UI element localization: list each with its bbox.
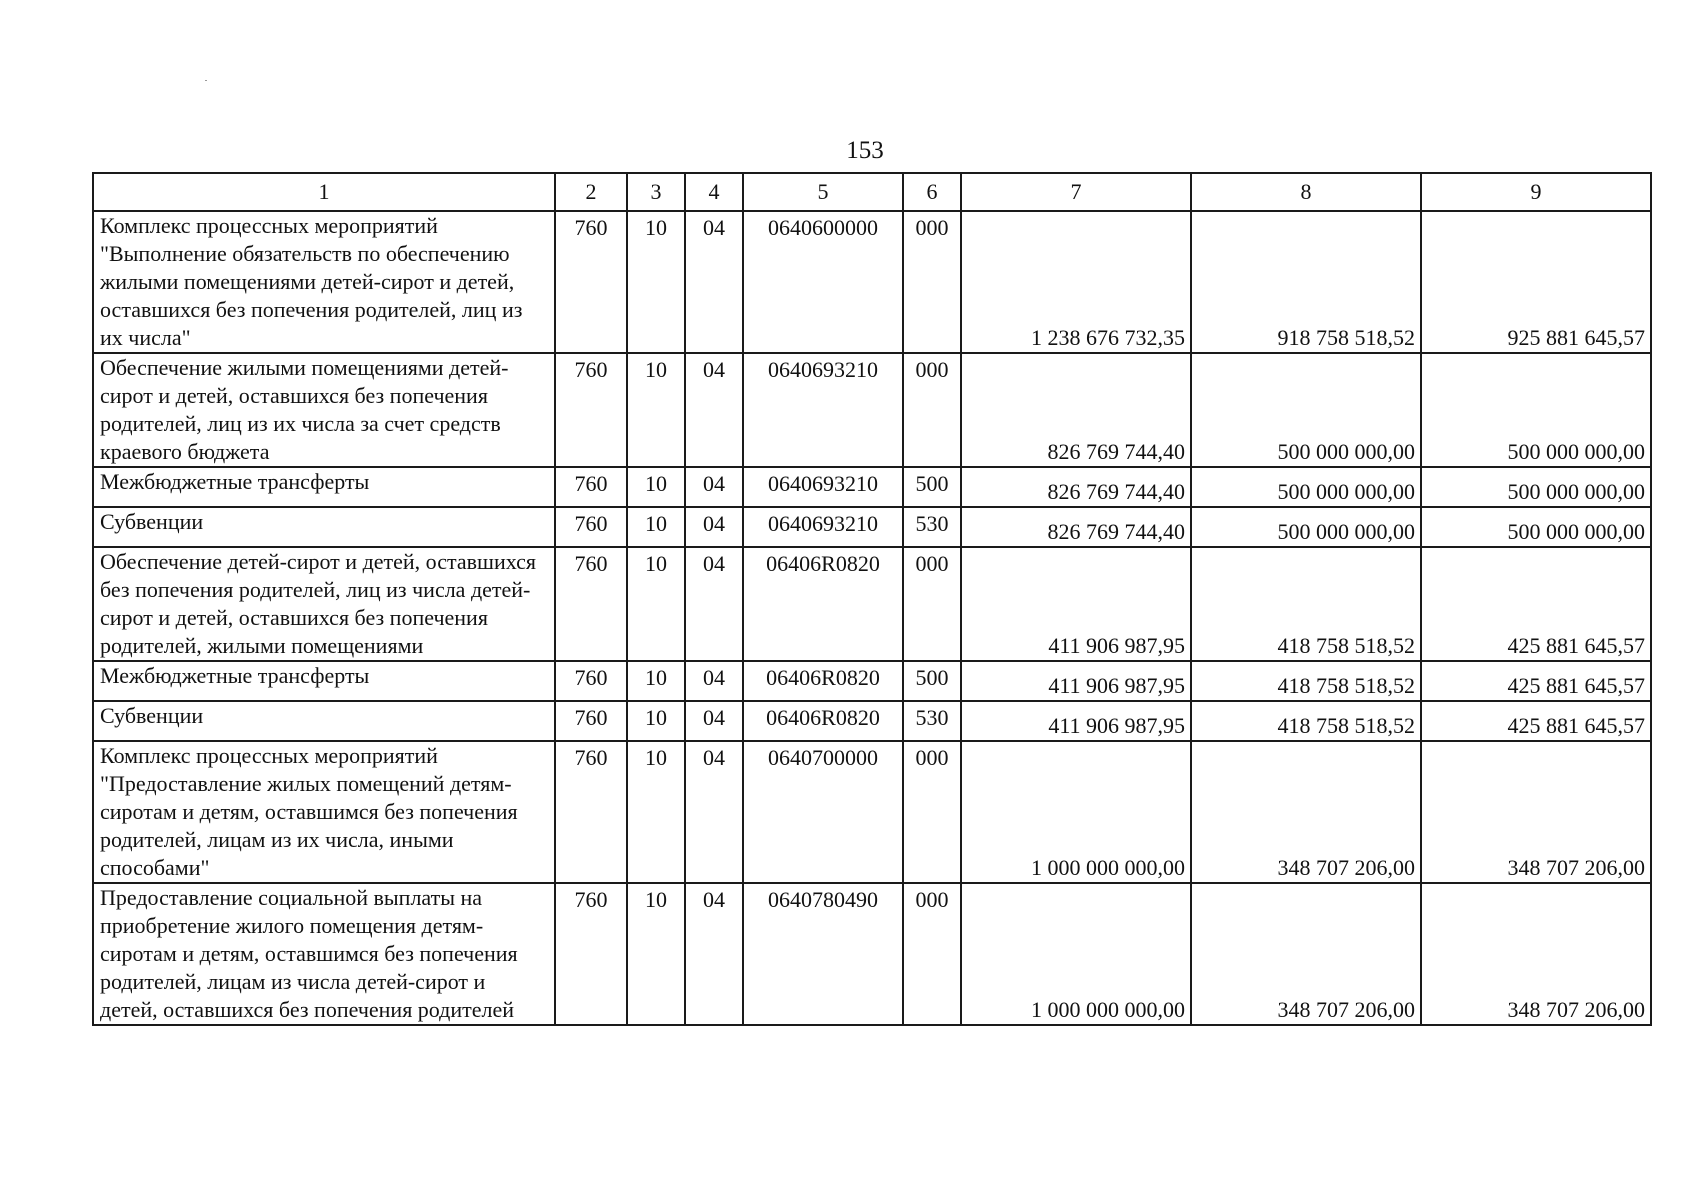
subsection-code: 04 [685,701,743,741]
subsection-code: 04 [685,883,743,1025]
section-code: 10 [627,661,685,701]
target-article-code: 0640693210 [743,467,903,507]
amount-column-7: 1 000 000 000,00 [961,741,1191,883]
target-article-code: 0640780490 [743,883,903,1025]
section-code: 10 [627,701,685,741]
amount-column-9: 500 000 000,00 [1421,507,1651,547]
ministry-code: 760 [555,741,627,883]
target-article-code: 0640693210 [743,353,903,467]
target-article-code: 0640693210 [743,507,903,547]
row-name: Межбюджетные трансферты [93,467,555,507]
subsection-code: 04 [685,661,743,701]
subsection-code: 04 [685,353,743,467]
ministry-code: 760 [555,507,627,547]
target-article-code: 0640600000 [743,211,903,353]
amount-column-7: 826 769 744,40 [961,507,1191,547]
ministry-code: 760 [555,353,627,467]
ministry-code: 760 [555,211,627,353]
row-name: Комплекс процессных мероприятий "Предоставление жилых помещений детям-сиротам и детям, оставшимся без попечения родителей, лицам из их числа, иными способами" [93,741,555,883]
target-article-code: 06406R0820 [743,701,903,741]
table-row [93,353,1651,467]
row-name: Субвенции [93,701,555,741]
table-row [93,507,1651,547]
expense-type-code: 500 [903,467,961,507]
section-code: 10 [627,547,685,661]
table-row [93,211,1651,353]
section-code: 10 [627,507,685,547]
target-article-code: 06406R0820 [743,547,903,661]
table-row [93,883,1651,1025]
budget-table [92,172,1652,1026]
subsection-code: 04 [685,547,743,661]
amount-column-8: 500 000 000,00 [1191,353,1421,467]
amount-column-7: 411 906 987,95 [961,661,1191,701]
expense-type-code: 530 [903,507,961,547]
ministry-code: 760 [555,467,627,507]
amount-column-9: 348 707 206,00 [1421,883,1651,1025]
column-number: 8 [1191,173,1421,211]
amount-column-9: 348 707 206,00 [1421,741,1651,883]
subsection-code: 04 [685,741,743,883]
amount-column-7: 826 769 744,40 [961,467,1191,507]
amount-column-8: 500 000 000,00 [1191,507,1421,547]
page-number: 153 [846,137,884,164]
amount-column-8: 418 758 518,52 [1191,547,1421,661]
column-number: 5 [743,173,903,211]
expense-type-code: 000 [903,211,961,353]
row-name: Субвенции [93,507,555,547]
subsection-code: 04 [685,211,743,353]
target-article-code: 0640700000 [743,741,903,883]
row-name: Обеспечение детей-сирот и детей, оставшихся без попечения родителей, лиц из числа детей-сирот и детей, оставшихся без попечения родителей, жилыми помещениями [93,547,555,661]
table-row [93,661,1651,701]
table-row [93,547,1651,661]
section-code: 10 [627,211,685,353]
amount-column-9: 925 881 645,57 [1421,211,1651,353]
column-number: 1 [93,173,555,211]
amount-column-8: 418 758 518,52 [1191,701,1421,741]
column-number: 2 [555,173,627,211]
ministry-code: 760 [555,701,627,741]
ministry-code: 760 [555,883,627,1025]
column-number: 6 [903,173,961,211]
row-name: Межбюджетные трансферты [93,661,555,701]
scan-speck [205,80,207,81]
subsection-code: 04 [685,507,743,547]
expense-type-code: 530 [903,701,961,741]
ministry-code: 760 [555,661,627,701]
expense-type-code: 000 [903,741,961,883]
amount-column-7: 1 000 000 000,00 [961,883,1191,1025]
section-code: 10 [627,883,685,1025]
amount-column-9: 500 000 000,00 [1421,467,1651,507]
amount-column-9: 425 881 645,57 [1421,547,1651,661]
expense-type-code: 000 [903,883,961,1025]
column-number: 9 [1421,173,1651,211]
column-number: 3 [627,173,685,211]
expense-type-code: 500 [903,661,961,701]
section-code: 10 [627,467,685,507]
amount-column-7: 1 238 676 732,35 [961,211,1191,353]
section-code: 10 [627,353,685,467]
ministry-code: 760 [555,547,627,661]
target-article-code: 06406R0820 [743,661,903,701]
amount-column-8: 500 000 000,00 [1191,467,1421,507]
amount-column-7: 411 906 987,95 [961,701,1191,741]
amount-column-9: 425 881 645,57 [1421,661,1651,701]
table-row [93,467,1651,507]
column-number: 7 [961,173,1191,211]
row-name: Предоставление социальной выплаты на приобретение жилого помещения детям-сиротам и детям, оставшимся без попечения родителей, лицам из числа детей-сирот и детей, оставшихся без попечения родителей [93,883,555,1025]
section-code: 10 [627,741,685,883]
subsection-code: 04 [685,467,743,507]
amount-column-9: 425 881 645,57 [1421,701,1651,741]
column-number-row [93,173,1651,211]
amount-column-8: 348 707 206,00 [1191,883,1421,1025]
row-name: Комплекс процессных мероприятий "Выполнение обязательств по обеспечению жилыми помещениями детей-сирот и детей, оставшихся без попечения родителей, лиц из их числа" [93,211,555,353]
amount-column-8: 418 758 518,52 [1191,661,1421,701]
amount-column-8: 918 758 518,52 [1191,211,1421,353]
column-number: 4 [685,173,743,211]
table-row [93,741,1651,883]
amount-column-7: 411 906 987,95 [961,547,1191,661]
amount-column-9: 500 000 000,00 [1421,353,1651,467]
amount-column-8: 348 707 206,00 [1191,741,1421,883]
expense-type-code: 000 [903,353,961,467]
expense-type-code: 000 [903,547,961,661]
table-row [93,701,1651,741]
amount-column-7: 826 769 744,40 [961,353,1191,467]
row-name: Обеспечение жилыми помещениями детей-сирот и детей, оставшихся без попечения родителей, лиц из их числа за счет средств краевого бюджета [93,353,555,467]
